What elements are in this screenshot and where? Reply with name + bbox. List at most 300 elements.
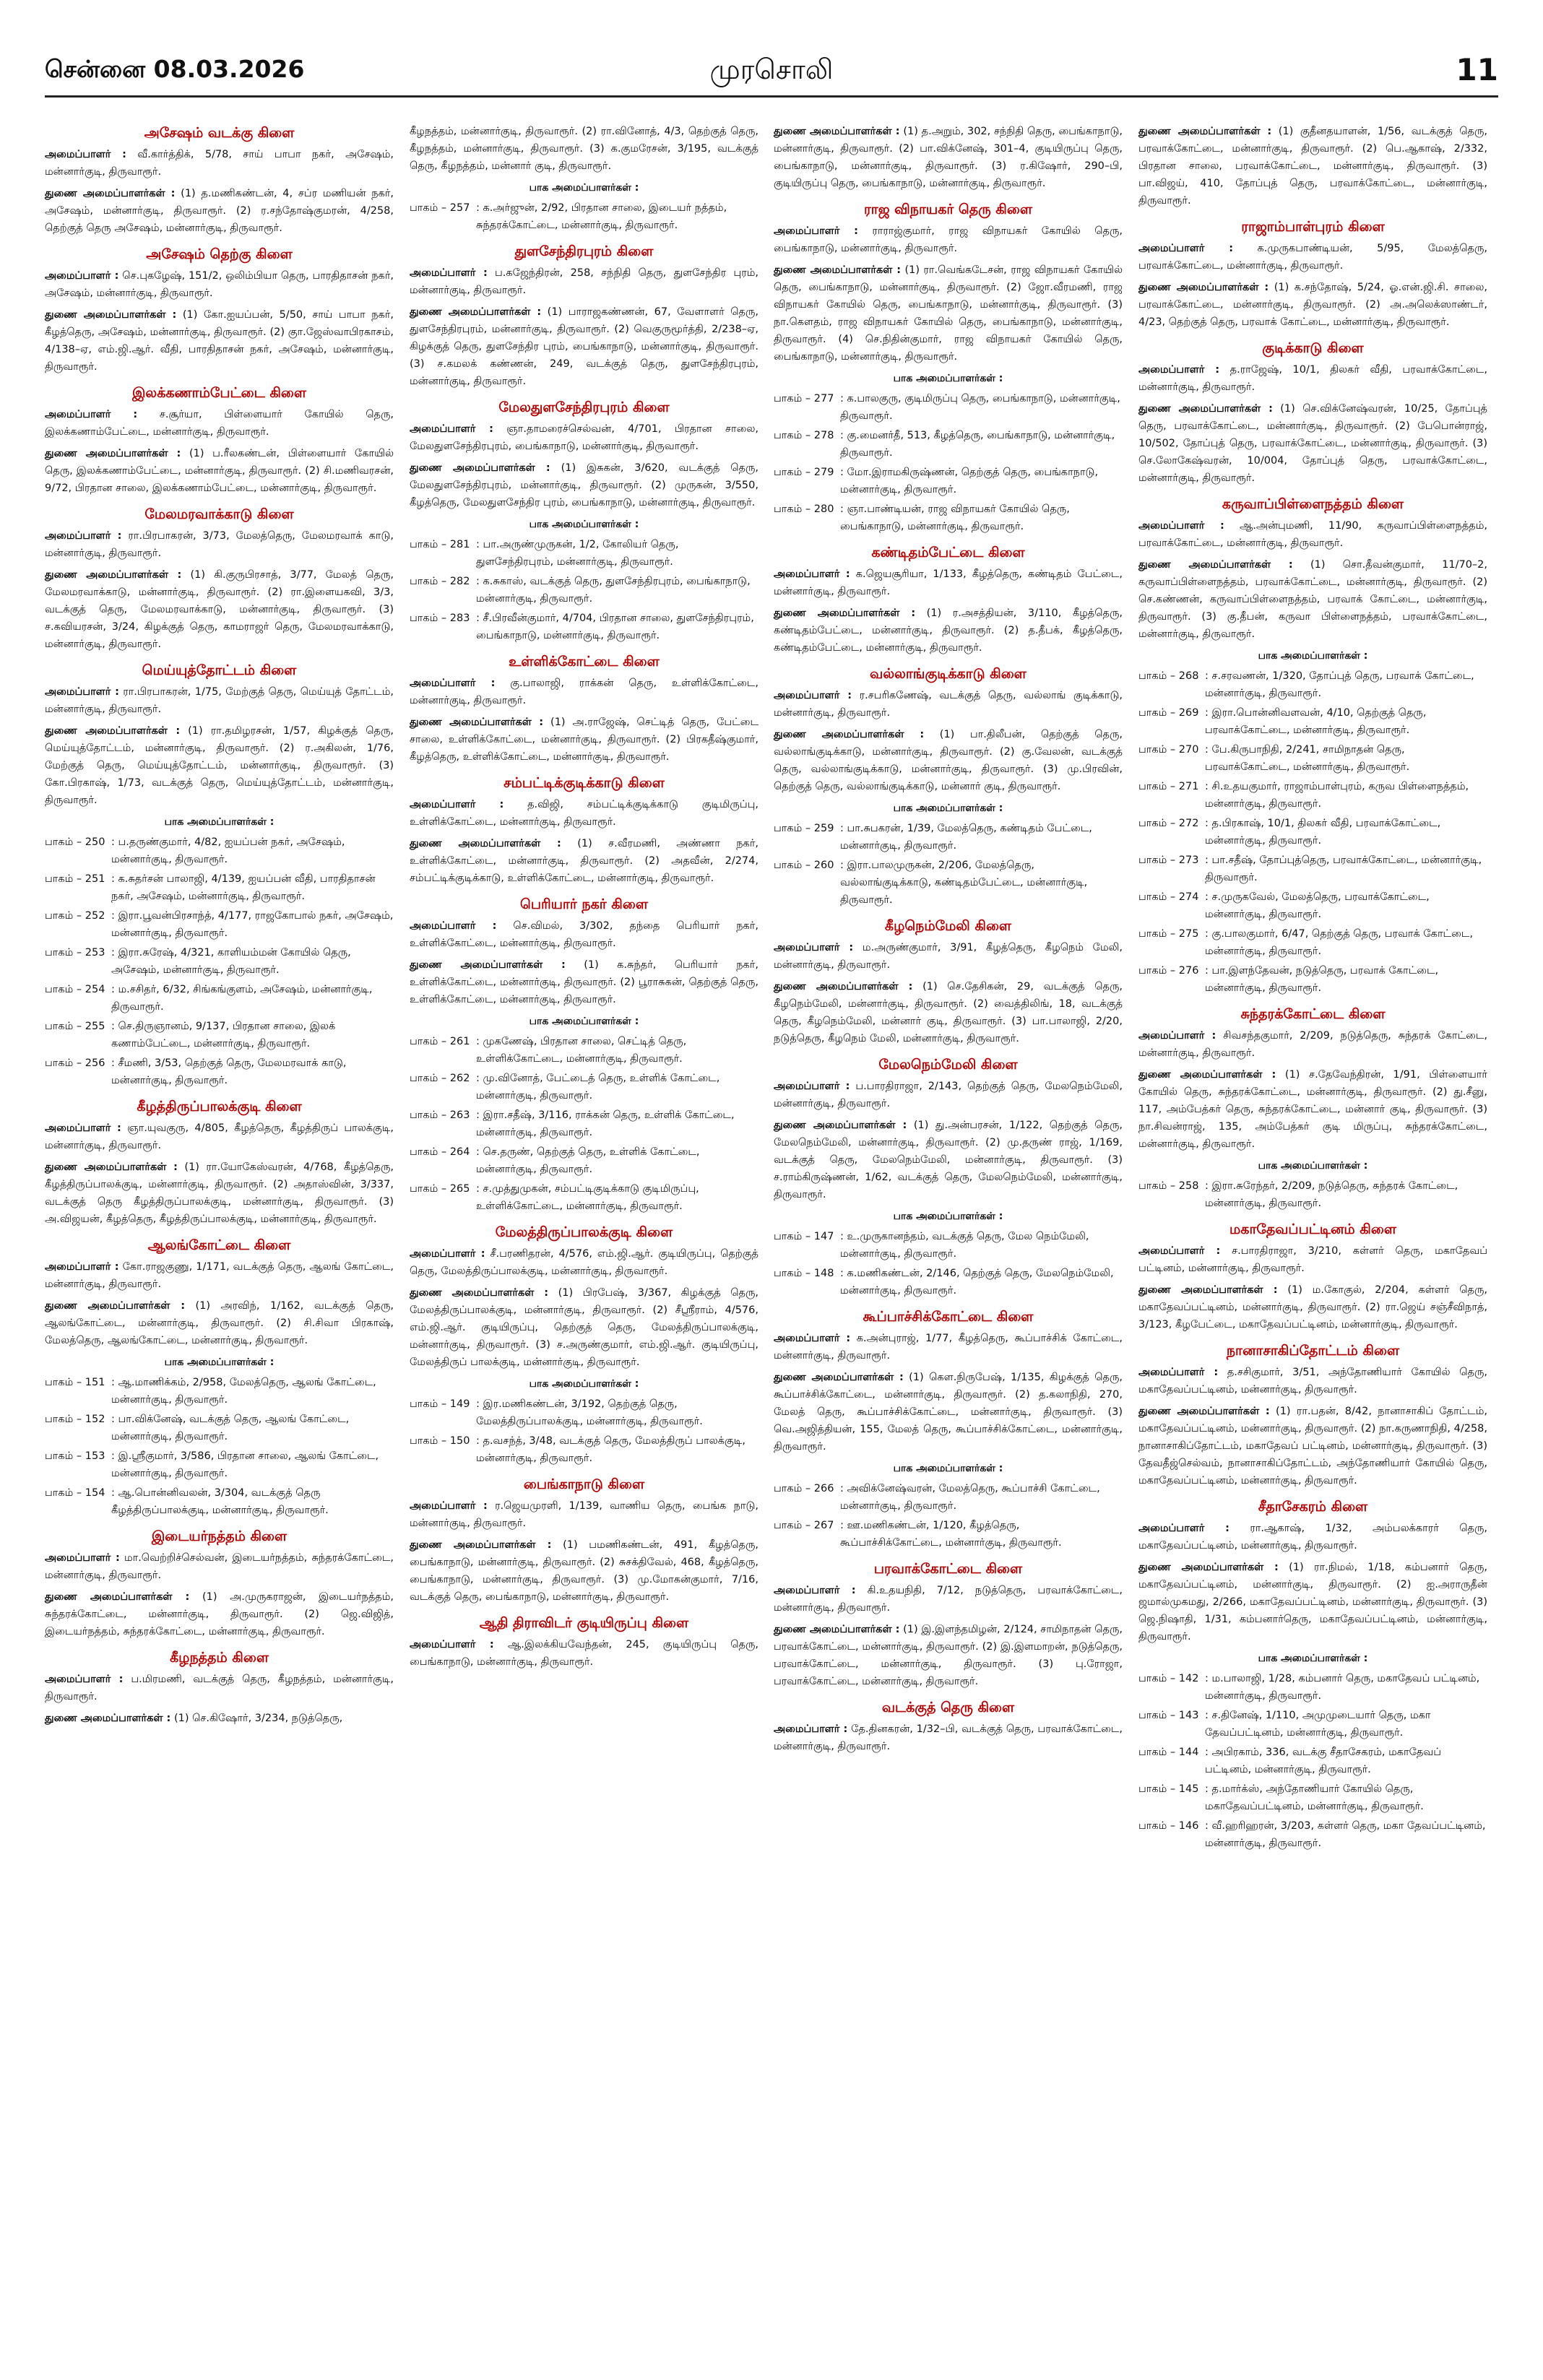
- part-row: [45, 1484, 394, 1519]
- part-number: பாகம் – 142: [1138, 1673, 1199, 1684]
- branch-section: [1138, 217, 1487, 331]
- deputy-label: துணை அமைப்பாளர்கள் :: [1138, 1406, 1270, 1417]
- branch-section: [410, 123, 758, 234]
- part-number: பாகம் – 250: [45, 836, 105, 848]
- deputy-organisers-entry: [1138, 279, 1487, 331]
- part-details: : ஆ.பொன்னிவலன், 3/304, வடக்குத் தெரு கீழத்திருப்பாலக்குடி, மன்னார்குடி, திருவாரூர்.: [111, 1487, 329, 1516]
- deputy-organisers-entry: [45, 566, 394, 653]
- part-row: [45, 1055, 394, 1089]
- part-number: பாகம் – 254: [45, 984, 105, 995]
- part-row: [774, 464, 1123, 498]
- organiser-details: கி.உதயநிதி, 7/12, நடுத்தெரு, பரவாக்கோட்டை, மன்னார்குடி, திருவாரூர்.: [774, 1585, 1123, 1614]
- part-row: [1138, 704, 1487, 739]
- part-number: பாகம் – 145: [1138, 1783, 1199, 1795]
- deputy-details: (1) ர.அசத்தியன், 3/110, கீழத்தெரு, கண்டிதம்பேட்டை, மன்னார்குடி, திருவாரூர். (2) த.தீபக், கீழத்தெரு, கண்டிதம்பேட்டை, மன்னார்குடி, திருவாரூர்.: [774, 607, 1123, 654]
- deputy-details: (1) ரா.பதன், 8/42, நானாசாகிப் தோட்டம், மகாதேவப்பட்டினம், மன்னார்குடி, திருவாரூர். (2) நா.கருணாநிதி, 4/258, நானாசாகிப்தோட்டம், மகாதேவப் பட்டினம், மன்னார்குடி, திருவாரூர். (3) தேவதீஜ்செல்வம், நானாசாகிப்தோட்டம், அந்தோணியார் கோயில் தெரு, மகாதேவப்பட்டினம், மன்னார்குடி, திருவாரூர்.: [1138, 1406, 1487, 1487]
- part-details: : பா.அருண்முருகன், 1/2, கோலியர் தெரு, துளசேந்திரபுரம், மன்னார்குடி, திருவாரூர்.: [476, 539, 679, 568]
- organiser-details: ச.பாரதிராஜா, 3/210, கள்ளர் தெரு, மகாதேவப் பட்டினம், மன்னார்குடி, திருவாரூர்.: [1138, 1245, 1487, 1274]
- part-row: [410, 573, 758, 607]
- part-number: பாகம் – 147: [774, 1231, 834, 1242]
- branch-section: [774, 199, 1123, 535]
- part-details: : செ.திருஞானம், 9/137, பிரதான சாலை, இலக் கணாம்பேட்டை, மன்னார்குடி, திருவாரூர்.: [111, 1021, 336, 1050]
- organiser-details: ர.ஜெயமுரளி, 1/139, வாணிய தெரு, பைங்க நாடு, மன்னார்குடி, திருவாரூர்.: [410, 1500, 758, 1529]
- deputy-label: துணை அமைப்பாளர்கள் :: [1138, 126, 1272, 137]
- deputy-organisers-entry: [774, 261, 1123, 365]
- part-details: : த.வசந்த், 3/48, வடக்குத் தெரு, மேலத்திருப் பாலக்குடி, மன்னார்குடி, திருவாரூர்.: [476, 1435, 745, 1464]
- branch-section: [1138, 1004, 1487, 1212]
- part-row: [774, 820, 1123, 854]
- part-row: [410, 1107, 758, 1141]
- deputy-details: (1) செ.தேசிகன், 29, வடக்குத் தெரு, கீழநெம்மேலி, மன்னார்குடி, திருவாரூர். (2) வைத்திலிங், 18, வடக்குத் தெரு, கீழநெம்மேலி, மன்னார் குடி, திருவாரூர். (3) பா.பாலாஜி, 2/20, நடுத்தெரு, கீழநெம் மேலி, மன்னார்குடி, திருவாரூர்.: [774, 981, 1123, 1044]
- part-details: : சீ.பிரவீன்குமார், 4/704, பிரதான சாலை, துளசேந்திரபுரம், பைங்காநாடு, மன்னார்குடி, திருவாரூர்.: [476, 613, 754, 641]
- part-organisers-label: பாக அமைப்பாளர்கள் :: [164, 1356, 275, 1368]
- deputy-details: (1) பமணிகண்டன், 491, கீழத்தெரு, பைங்காநாடு, மன்னார்குடி, திருவாரூர். (2) சுசக்திவேல், 468, கீழத்தெரு, பைங்காநாடு, மன்னார்குடி, திருவாரூர். (3) மு.மோகன்குமார், 7/16, வடக்குத் தெரு, பைங்காநாடு, மன்னார்குடி, திருவாரூர்.: [410, 1539, 758, 1603]
- part-row: [410, 199, 758, 234]
- masthead: [45, 52, 1498, 98]
- organiser-label: அமைப்பாளர் :: [45, 270, 119, 282]
- part-number: பாகம் – 282: [410, 576, 470, 587]
- organiser-details: ப.கஜேந்திரன், 258, சந்நிதி தெரு, துளசேந்திர புரம், மன்னார்குடி, திருவாரூர்.: [410, 267, 758, 296]
- part-details: : இரா.சுரேஷ், 4/321, காளியம்மன் கோயில் தெரு, அசேஷம், மன்னார்குடி, திருவாரூர்.: [111, 947, 351, 976]
- organiser-label: அமைப்பாளர் :: [410, 1248, 485, 1260]
- branch-section: [774, 123, 1123, 192]
- organiser-entry: [410, 264, 758, 299]
- organiser-entry: [1138, 517, 1487, 552]
- organiser-entry: [410, 1636, 758, 1671]
- deputy-details: (1) பாராஜகண்ணன், 67, வேளாளர் தெரு, துளசேந்திரபுரம், மன்னார்குடி, திருவாரூர். (2) வெகுருமூர்த்தி, 2/238–ஏ, கிழக்குத் தெரு, துளசேந்திர புரம், பைங்காநாடு, மன்னார்குடி, திருவாரூர். (3) ச.கமலக் கண்ணன், 249, வடக்குத் தெரு, துளசேந்திரபுரம், மன்னார்குடி, திருவாரூர்.: [410, 306, 758, 387]
- deputy-details: (1) ம.கோகுல், 2/204, கள்ளர் தெரு, மகாதேவப்பட்டினம், மன்னார்குடி, திருவாரூர். (2) ரா.ஜெய் சஞ்சீவிநாத், 3/123, கீழபேட்டை, மகாதேவப்பட்டினம், மன்னார்குடி, திருவாரூர்.: [1138, 1284, 1487, 1330]
- branch-section: [45, 1235, 394, 1519]
- organiser-label: அமைப்பாளர் :: [1138, 364, 1220, 376]
- deputy-label: துணை அமைப்பாளர்கள் :: [774, 264, 901, 276]
- organiser-label: அமைப்பாளர் :: [774, 225, 858, 237]
- deputy-organisers-entry: [410, 835, 758, 887]
- part-details: : அவிக்னேஷ்வரன், மேலத்தெரு, கூப்பாச்சி கோட்டை, மன்னார்குடி, திருவாரூர்.: [840, 1483, 1100, 1512]
- part-details: : ச.முத்துமுகன், சம்பட்டிகுடிக்காடு குடிமிருப்பு, உள்ளிக்கோட்டை, மன்னார்குடி, திருவாரூர்.: [476, 1183, 699, 1212]
- organiser-details: ரா.ஆகாஷ், 1/32, அம்பலக்காரர் தெரு, மகாதேவப்பட்டினம், மன்னார்குடி, திருவாரூர்.: [1138, 1523, 1487, 1552]
- part-row: [774, 1480, 1123, 1515]
- branch-title: மேலநெம்மேலி கிளை: [878, 1057, 1018, 1073]
- deputy-details: (1) ரா.யோகேஸ்வரன், 4/768, கீழத்தெரு, கீழத்திருப்பாலக்குடி, மன்னார்குடி, திருவாரூர். (2) அதாஸ்வின், 3/337, வடக்குத் தெரு கீழத்திருப்பாலக்குடி, மன்னார்குடி, திருவாரூர். (3) அ.விஜயன், கீழத்தெரு, கீழத்திருப்பாலக்குடி, மன்னார்குடி, திருவாரூர்.: [45, 1161, 394, 1225]
- deputy-label: துணை அமைப்பாளர்கள் :: [774, 607, 916, 619]
- part-number: பாகம் – 251: [45, 873, 105, 885]
- part-row: [774, 1228, 1123, 1263]
- part-row: [1138, 815, 1487, 849]
- part-details: : ச.முருகவேல், மேலத்தெரு, பரவாக்கோட்டை, மன்னார்குடி, திருவாரூர்.: [1205, 891, 1430, 920]
- branch-section: [45, 383, 394, 497]
- part-number: பாகம் – 262: [410, 1073, 470, 1084]
- part-details: : இரா.பாலமுருகன், 2/206, மேலத்தெரு, வல்லாங்குடிக்காடு, கண்டிதம்பேட்டை, மன்னார்குடி, திருவாரூர்.: [840, 860, 1088, 906]
- deputy-details: (1) ரா.நிமல், 1/18, கம்பனார் தெரு, மகாதேவப்பட்டினம், மன்னார்குடி, திருவாரூர். (2) ஐ.அராருதீன் ஜமால்முகமது, 2/266, மகாதேவப்பட்டினம், மன்னார்குடி, திருவாரூர். (3) ஜெ.நிஷாதி, 1/31, கம்பனார்தெரு, மகாதேவப்பட்டினம், மன்னார்குடி, திருவாரூர்.: [1138, 1562, 1488, 1643]
- part-row: [45, 907, 394, 942]
- branch-section: [410, 1222, 758, 1467]
- branch-title: உள்ளிக்கோட்டை கிளை: [509, 654, 660, 670]
- organiser-label: அமைப்பாளர் :: [774, 1723, 848, 1735]
- part-row: [410, 1432, 758, 1467]
- part-number: பாகம் – 146: [1138, 1820, 1199, 1832]
- deputy-organisers-entry: [774, 978, 1123, 1047]
- organiser-entry: [774, 1721, 1123, 1755]
- organiser-details: சீ.பரணிதரன், 4/576, எம்.ஜி.ஆர். குடியிருப்பு, தெற்குத் தெரு, மேலத்திருப்பாலக்குடி, மன்னார்குடி, திருவாரூர்.: [410, 1248, 758, 1277]
- part-number: பாகம் – 148: [774, 1268, 834, 1279]
- deputy-organisers-entry: [1138, 556, 1487, 643]
- deputy-label: துணை அமைப்பாளர்கள் :: [1138, 282, 1269, 293]
- branch-section: [1138, 1219, 1487, 1333]
- part-number: பாகம் – 144: [1138, 1747, 1199, 1758]
- part-details: : இரா.பொன்னிவளவன், 4/10, தெற்குத் தெரு, பரவாக்கோட்டை, மன்னார்குடி, திருவாரூர்.: [1205, 707, 1427, 736]
- branch-title: கண்டிதம்பேட்டை கிளை: [871, 545, 1025, 561]
- branch-section: [774, 1055, 1123, 1299]
- branch-section: [774, 916, 1123, 1047]
- deputy-details: (1) த.மணிகண்டன், 4, சப்ர மணியன் நகர், அசேஷம், மன்னார்குடி, திருவாரூர். (2) ர.சந்தோஷ்குமரன், 4/258, தெற்குத் தெரு அசேஷம், மன்னார்குடி, திருவாரூர்.: [45, 188, 394, 234]
- deputy-organisers-entry: [45, 1588, 394, 1640]
- organiser-label: அமைப்பாளர் :: [774, 1585, 856, 1596]
- continued-text-body: (1) த.அறும், 302, சந்நிதி தெரு, பைங்காநாடு, மன்னார்குடி, திருவாரூர். (2) பா.விக்னேஷ், 301–4, குடியிருப்பு தெரு, பைங்காநாடு, மன்னார்குடி, திருவாரூர். (3) ர.கிஷோர், 290–பி, குடியிருப்பு தெரு, பைங்காநாடு, மன்னார்குடி, திருவாரூர்.: [774, 126, 1123, 189]
- branch-title: குடிக்காடு கிளை: [1262, 340, 1364, 356]
- organiser-label: அமைப்பாளர் :: [410, 1639, 494, 1650]
- organiser-entry: [774, 566, 1123, 600]
- deputy-label: துணை அமைப்பாளர்கள் :: [774, 1120, 907, 1131]
- part-row: [1138, 1817, 1487, 1852]
- deputy-details: (1) கௌ.நிருபேஷ், 1/135, கிழக்குத் தெரு, கூப்பாச்சிக்கோட்டை, மன்னார்குடி, திருவாரூர். (2) த.கலாநிதி, 270, மேலத் தெரு, கூப்பாச்சிக்கோட்டை, மன்னார்குடி, திருவாரூர். (3) வெ.அஜித்தியன், 155, மேலத் தெரு, கூப்பாச்சிக்கோட்டை, மன்னார்குடி, திருவாரூர்.: [774, 1372, 1123, 1453]
- part-number: பாகம் – 269: [1138, 707, 1199, 719]
- part-number: பாகம் – 279: [774, 467, 834, 478]
- organiser-entry: [1138, 1027, 1487, 1062]
- part-number: பாகம் – 149: [410, 1398, 470, 1410]
- branch-section: [410, 1613, 758, 1671]
- deputy-label: துணை அமைப்பாளர்கள் :: [774, 981, 913, 992]
- organiser-details: க.அன்புராஜ், 1/77, கீழத்தெரு, கூப்பாச்சிக் கோட்டை, மன்னார்குடி, திருவாரூர்.: [774, 1333, 1123, 1362]
- organiser-entry: [774, 1078, 1123, 1112]
- part-row: [1138, 888, 1487, 923]
- deputy-label: துணை அமைப்பாளர்கள் :: [774, 1372, 904, 1383]
- organiser-details: ராராஜ்குமார், ராஜ விநாயகர் கோயில் தெரு, பைங்காநாடு, மன்னார்குடி, திருவாரூர்.: [774, 225, 1123, 254]
- organiser-details: ஞா.யுவகுரு, 4/805, கீழத்தெரு, கீழத்திருப் பாலக்குடி, மன்னார்குடி, திருவாரூர்.: [45, 1122, 394, 1151]
- organiser-details: ப.மிரமணி, வடக்குத் தெரு, கீழநத்தம், மன்னார்குடி, திருவாரூர்.: [45, 1674, 394, 1702]
- deputy-label: துணை அமைப்பாளர்கள் :: [1138, 1284, 1278, 1296]
- continued-text: [774, 123, 1123, 192]
- organiser-details: வீ.கார்த்திக், 5/78, சாய் பாபா நகர், அசேஷம், மன்னார்குடி, திருவாரூர்.: [45, 149, 394, 178]
- organiser-entry: [410, 1245, 758, 1280]
- deputy-label: துணை அமைப்பாளர்கள் :: [45, 309, 177, 321]
- organiser-entry: [774, 222, 1123, 257]
- branch-section: [45, 660, 394, 1089]
- organiser-label: அமைப்பாளர் :: [410, 267, 488, 279]
- part-number: பாகம் – 280: [774, 503, 834, 515]
- deputy-details: (1) ப.ரீலகண்டன், பிள்ளையார் கோயில் தெரு, இலக்கணாம்பேட்டை, மன்னார்குடி, திருவாரூர். (2) சி.மணிவரசன், 9/72, பிரதான சாலை, இலக்கணாம்பேட்டை, மன்னார்குடி, திருவாரூர்.: [45, 448, 394, 494]
- deputy-details: (1) கி.குருபிரசாத், 3/77, மேலத் தெரு, மேலமரவாக்காடு, மன்னார்குடி, திருவாரூர். (2) ரா.இளையகவி, 3/3, வடக்குத் தெரு, மேலமரவாக்காடு, மன்னார்குடி, திருவாரூர். (3) ச.கவியரசன், 3/24, கிழக்குத் தெரு, காமராஜர் தெரு, மேலமரவாக்காடு, மன்னார்குடி, திருவாரூர்.: [45, 569, 394, 650]
- branch-title: மேலத்திருப்பாலக்குடி கிளை: [495, 1224, 673, 1240]
- deputy-organisers-entry: [45, 185, 394, 237]
- deputy-label: துணை அமைப்பாளர்கள் :: [410, 717, 544, 728]
- organiser-details: க.ஜெயசூரியா, 1/133, கீழத்தெரு, கண்டிதம் பேட்டை, மன்னார்குடி, திருவாரூர்.: [774, 568, 1123, 597]
- issue-date: சென்னை 08.03.2026: [45, 55, 305, 83]
- deputy-label: துணை அமைப்பாளர்கள் :: [1138, 1562, 1279, 1573]
- organiser-label: அமைப்பாளர் :: [774, 568, 850, 580]
- organiser-details: த.விஜி, சம்பட்டிக்குடிக்காடு குடிமிருப்பு, உள்ளிக்கோட்டை, மன்னார்குடி, திருவாரூர்.: [410, 799, 759, 828]
- organiser-label: அமைப்பாளர் :: [774, 1081, 850, 1092]
- part-row: [1138, 741, 1487, 776]
- organiser-details: செ.புகழேஷ், 151/2, ஒலிம்பியா தெரு, பாரதிதாசன் நகர், அசேஷம், மன்னார்குடி, திருவாரூர்.: [45, 270, 394, 299]
- part-row: [410, 1033, 758, 1068]
- organiser-details: ஞா.தாமரைச்செல்வன், 4/701, பிரதான சாலை, மேலதுளசேந்திரபுரம், பைங்காநாடு, மன்னார்குடி, திருவாரூர்.: [410, 423, 758, 452]
- branch-title: நானாசாகிப்தோட்டம் கிளை: [1226, 1343, 1400, 1359]
- part-number: பாகம் – 265: [410, 1183, 470, 1195]
- part-row: [45, 834, 394, 868]
- part-number: பாகம் – 154: [45, 1487, 105, 1499]
- deputy-organisers-entry: [774, 605, 1123, 657]
- part-details: : ச.சரவணன், 1/320, தோப்புத் தெரு, பரவாக் கோட்டை, மன்னார்குடி, திருவாரூர்.: [1205, 670, 1474, 699]
- branch-title: இடையர்நத்தம் கிளை: [151, 1528, 288, 1544]
- organiser-entry: [45, 1258, 394, 1293]
- part-row: [774, 427, 1123, 462]
- part-row: [774, 390, 1123, 425]
- part-row: [45, 1374, 394, 1408]
- branch-section: [410, 894, 758, 1215]
- part-organisers-label: பாக அமைப்பாளர்கள் :: [893, 373, 1003, 384]
- part-details: : இரா.சதீஷ், 3/116, ராக்கன் தெரு, உள்ளிக் கோட்டை, மன்னார்குடி, திருவாரூர்.: [476, 1109, 735, 1138]
- part-organisers-label: பாக அமைப்பாளர்கள் :: [529, 1016, 639, 1027]
- part-details: : ஊ.மணிகண்டன், 1/120, கீழத்தெரு, கூப்பாச்சிக்கோட்டை, மன்னார்குடி, திருவாரூர்.: [840, 1520, 1062, 1549]
- part-number: பாகம் – 261: [410, 1036, 470, 1047]
- organiser-label: அமைப்பாளர் :: [410, 920, 497, 932]
- deputy-organisers-entry: [1138, 1066, 1487, 1153]
- part-row: [410, 610, 758, 644]
- branch-title: வல்லாங்குடிக்காடு கிளை: [870, 666, 1026, 682]
- branch-title: சம்பட்டிக்குடிக்காடு கிளை: [503, 775, 665, 791]
- part-row: [774, 857, 1123, 909]
- organiser-label: அமைப்பாளர் :: [45, 1552, 120, 1564]
- branch-title: கருவாப்பிள்ளைநத்தம் கிளை: [1222, 496, 1404, 512]
- organiser-entry: [410, 796, 758, 831]
- organiser-details: மா.வெற்றிச்செல்வன், இடையர்நத்தம், சுந்தரக்கோட்டை, மன்னார்குடி, திருவாரூர்.: [45, 1552, 394, 1581]
- part-organisers-label: பாக அமைப்பாளர்கள் :: [1258, 1653, 1368, 1664]
- organiser-entry: [774, 939, 1123, 974]
- continued-text: [410, 123, 758, 175]
- deputy-label: துணை அமைப்பாளர்கள் :: [410, 1539, 552, 1551]
- deputy-label: துணை அமைப்பாளர்கள் :: [45, 188, 176, 199]
- branch-section: [774, 664, 1123, 909]
- deputy-organisers-entry: [45, 1710, 394, 1727]
- organiser-entry: [774, 1582, 1123, 1617]
- part-row: [1138, 925, 1487, 960]
- part-number: பாகம் – 268: [1138, 670, 1199, 682]
- part-organisers-label: பாக அமைப்பாளர்கள் :: [1258, 1160, 1368, 1172]
- part-row: [774, 1517, 1123, 1552]
- deputy-label: துணை அமைப்பாளர்கள் :: [774, 1624, 900, 1635]
- part-row: [45, 981, 394, 1016]
- deputy-details: (1) அ.முருகராஜன், இடையர்நத்தம், சுந்தரக்கோட்டை, மன்னார்குடி, திருவாரூர். (2) ஜெ.விஜித், இடையர்நத்தம், சுந்தரக்கோட்டை, மன்னார்குடி, திருவாரூர்.: [45, 1591, 394, 1637]
- branch-section: [774, 1307, 1123, 1552]
- organiser-details: ஆ.அன்புமணி, 11/90, கருவாப்பிள்ளைநத்தம், பரவாக்கோட்டை, மன்னார்குடி, திருவாரூர்.: [1138, 520, 1487, 549]
- deputy-organisers-entry: [410, 1536, 758, 1606]
- part-number: பாகம் – 263: [410, 1109, 470, 1121]
- part-number: பாகம் – 271: [1138, 781, 1199, 792]
- part-row: [45, 944, 394, 979]
- deputy-label: துணை அமைப்பாளர்கள் :: [1138, 1069, 1276, 1081]
- deputy-organisers-entry: [410, 956, 758, 1008]
- organiser-details: ம.அருண்குமார், 3/91, கீழத்தெரு, கீழநெம் மேலி, மன்னார்குடி, திருவாரூர்.: [774, 942, 1123, 971]
- deputy-details: (1) க.சுந்தர், பெரியார் நகர், உள்ளிக்கோட்டை, மன்னார்குடி, திருவாரூர். (2) பூராசுகன், தெற்குத் தெரு, உள்ளிக்கோட்டை, மன்னார்குடி, திருவாரூர்.: [410, 959, 758, 1005]
- part-number: பாகம் – 253: [45, 947, 105, 959]
- part-details: : ம.சசிதர், 6/32, சிங்கங்குளம், அசேஷம், மன்னார்குடி, திருவாரூர்.: [111, 984, 373, 1013]
- branch-section: [1138, 494, 1487, 997]
- part-details: : ஆ.மாணிக்கம், 2/958, மேலத்தெரு, ஆலங் கோட்டை, மன்னார்குடி, திருவாரூர்.: [111, 1377, 376, 1406]
- branch-title: பெரியார் நகர் கிளை: [520, 896, 648, 912]
- part-details: : க.சுகாஸ், வடக்குத் தெரு, துளசேந்திரபுரம், பைங்காநாடு, மன்னார்குடி, திருவாரூர்.: [476, 576, 751, 605]
- organiser-details: ர.சபரிகணேஷ், வடக்குத் தெரு, வல்லாங் குடிக்காடு, மன்னார்குடி, திருவாரூர்.: [774, 690, 1123, 719]
- part-number: பாகம் – 281: [410, 539, 470, 550]
- deputy-organisers-entry: [410, 714, 758, 766]
- organiser-details: ஆ.இலக்கியவேந்தன், 245, குடியிருப்பு தெரு, பைங்காநாடு, மன்னார்குடி, திருவாரூர்.: [410, 1639, 758, 1668]
- part-organisers-label: பாக அமைப்பாளர்கள் :: [893, 1211, 1003, 1222]
- part-row: [774, 501, 1123, 535]
- part-organisers-label: பாக அமைப்பாளர்கள் :: [529, 1378, 639, 1390]
- part-number: பாகம் – 151: [45, 1377, 105, 1388]
- part-number: பாகம் – 264: [410, 1146, 470, 1158]
- part-details: : ச.தினேஷ், 1/110, அமுமுடையார் தெரு, மகா தேவப்பட்டினம், மன்னார்குடி, திருவாரூர்.: [1205, 1710, 1431, 1739]
- branch-section: [45, 1096, 394, 1228]
- deputy-label: துணை அமைப்பாளர்கள் :: [45, 1300, 186, 1312]
- deputy-organisers-entry: [774, 1117, 1123, 1203]
- branch-title: மேலமரவாக்காடு கிளை: [144, 506, 294, 522]
- part-details: : கு.பாலகுமார், 6/47, தெற்குத் தெரு, பரவாக் கோட்டை, மன்னார்குடி, திருவாரூர்.: [1205, 928, 1473, 957]
- organiser-entry: [45, 683, 394, 718]
- column-3: [774, 123, 1123, 1762]
- deputy-label: துணை அமைப்பாளர்கள் :: [410, 306, 542, 318]
- organiser-entry: [774, 687, 1123, 722]
- deputy-details: (1) ச.வீரமணி, அண்ணா நகர், உள்ளிக்கோட்டை, மன்னார்குடி, திருவாரூர். (2) அதவீன், 2/274, சம்பட்டிக்குடிக்காடு, உள்ளிக்கோட்டை, மன்னார்குடி, திருவாரூர்.: [410, 838, 758, 884]
- branch-section: [410, 773, 758, 887]
- organiser-label: அமைப்பாளர் :: [774, 690, 852, 701]
- branch-title: அசேஷம் வடக்கு கிளை: [144, 125, 295, 141]
- deputy-details: (1) அ.ராஜேஷ், செட்டித் தெரு, பேட்டை சாலை, உள்ளிக்கோட்டை, மன்னார்குடி, திருவாரூர். (2) பிரகதீஷ்குமார், கீழத்தெரு, உள்ளிக்கோட்டை, மன்னார்குடி, திருவாரூர்.: [410, 717, 759, 763]
- organiser-details: கோ.ராஜகுணு, 1/171, வடக்குத் தெரு, ஆலங் கோட்டை, மன்னார்குடி, திருவாரூர்.: [45, 1261, 394, 1290]
- deputy-details: (1) இசுகன், 3/620, வடக்குத் தெரு, மேலதுளசேந்திரபுரம், மன்னார்குடி, திருவாரூர். (2) முருகன், 3/550, கீழத்தெரு, மேலதுளசேந்திர புரம், பைங்காநாடு, மன்னார்குடி, திருவாரூர்.: [410, 462, 758, 509]
- branch-title: துளசேந்திரபுரம் கிளை: [514, 243, 654, 259]
- deputy-details: (1) அரவிந், 1/162, வடக்குத் தெரு, ஆலங்கோட்டை, மன்னார்குடி, திருவாரூர். (2) சி.சிவா பிரகாஷ், மேலத்தெரு, ஆலங்கோட்டை, மன்னார்குடி, திருவாரூர்.: [45, 1300, 394, 1346]
- branch-title: ஆதி திராவிடர் குடியிருப்பு கிளை: [479, 1615, 689, 1631]
- branch-section: [410, 652, 758, 766]
- organiser-entry: [1138, 240, 1487, 274]
- branch-title: கீழநத்தம் கிளை: [170, 1650, 269, 1666]
- branch-title: மெய்யுத்தோட்டம் கிளை: [142, 662, 297, 678]
- part-number: பாகம் – 150: [410, 1435, 470, 1447]
- branch-section: [45, 1648, 394, 1727]
- part-row: [45, 1411, 394, 1445]
- part-organisers-label: பாக அமைப்பாளர்கள் :: [529, 182, 639, 194]
- deputy-details: (1) ரா.வெங்கடேசன், ராஜ விநாயகர் கோயில் தெரு, பைங்காநாடு, மன்னார்குடி, திருவாரூர். (2) ஜோ.வீரமணி, ராஜ விநாயகர் கோயில் தெரு, பைங்காநாடு, மன்னார்குடி, திருவாரூர். (3) நா.கௌதம், ராஜ விநாயகர் கோயில் தெரு, பைங்காநாடு, மன்னார்குடி, திருவாரூர். (4) செ.நிதின்குமார், ராஜ விநாயகர் கோயில் தெரு, பைங்காநாடு, மன்னார்குடி, திருவாரூர்.: [774, 264, 1123, 363]
- deputy-label: துணை அமைப்பாளர்கள் :: [45, 1161, 178, 1173]
- deputy-label: துணை அமைப்பாளர்கள் :: [410, 1287, 549, 1299]
- branch-title: ராஜ விநாயகர் தெரு கிளை: [863, 202, 1032, 217]
- part-organisers-label: பாக அமைப்பாளர்கள் :: [893, 802, 1003, 814]
- part-number: பாகம் – 258: [1138, 1180, 1199, 1192]
- part-row: [1138, 852, 1487, 886]
- branch-section: [774, 1697, 1123, 1755]
- organiser-entry: [45, 406, 394, 441]
- organiser-entry: [45, 1549, 394, 1584]
- column-1: [45, 123, 394, 1734]
- organiser-details: ச.சூர்யா, பிள்ளையார் கோயில் தெரு, இலக்கணாம்பேட்டை, மன்னார்குடி, திருவாரூர்.: [45, 409, 394, 438]
- column-4: [1138, 123, 1487, 1859]
- organiser-label: அமைப்பாளர் :: [1138, 1367, 1219, 1378]
- part-details: : இரா.பூவன்பிரசாந்த், 4/177, ராஜகோபால் நகர், அசேஷம், மன்னார்குடி, திருவாரூர்.: [111, 910, 394, 939]
- organiser-label: அமைப்பாளர் :: [45, 409, 138, 420]
- part-details: : இரா.சுரேந்தர், 2/209, நடுத்தெரு, சுந்தரக் கோட்டை, மன்னார்குடி, திருவாரூர்.: [1205, 1180, 1458, 1209]
- part-details: : பே.கிருபாநிதி, 2/241, சாமிநாதன் தெரு, பரவாக்கோட்டை, மன்னார்குடி, திருவாரூர்.: [1205, 744, 1410, 773]
- part-number: பாகம் – 266: [774, 1483, 834, 1494]
- part-details: : கு.மைனர்தீ, 513, கீழத்தெரு, பைங்காநாடு, மன்னார்குடி, திருவாரூர்.: [840, 430, 1115, 459]
- branch-title: சீதாசேகரம் கிளை: [1258, 1499, 1368, 1515]
- deputy-organisers-entry: [410, 1284, 758, 1371]
- part-details: : க.பாலகுரு, குடிமிருப்பு தெரு, பைங்காநாடு, மன்னார்குடி, திருவாரூர்.: [840, 393, 1120, 422]
- part-number: பாகம் – 275: [1138, 928, 1199, 940]
- deputy-details: (1) செ.விக்னேஷ்வரன், 10/25, தோப்புத் தெரு, பரவாக்கோட்டை, மன்னார்குடி, திருவாரூர். (2) பேபொன்ராஜ், 10/502, தோப்புத் தெரு, பரவாக்கோட்டை, மன்னார்குடி, திருவாரூர். (3) செ.லோகேஷ்வரன், 10/004, தோப்புத் தெரு, பரவாக்கோட்டை, மன்னார்குடி, திருவாரூர்.: [1138, 403, 1488, 484]
- part-details: : மு.வினோத், பேட்டைத் தெரு, உள்ளிக் கோட்டை, மன்னார்குடி, திருவாரூர்.: [476, 1073, 720, 1102]
- organiser-label: அமைப்பாளர் :: [1138, 1245, 1221, 1257]
- part-details: : செ.தருண், தெற்குத் தெரு, உள்ளிக் கோட்டை, மன்னார்குடி, திருவாரூர்.: [476, 1146, 700, 1175]
- part-number: பாகம் – 259: [774, 823, 834, 834]
- part-row: [45, 1448, 394, 1482]
- deputy-details: (1) ரா.தமிழரசன், 1/57, கிழக்குத் தெரு, மெய்யுத்தோட்டம், மன்னார்குடி, திருவாரூர். (2) ர.அகிலன், 1/76, மேற்குத் தெரு, மெய்யுத்தோட்டம், மன்னார்குடி, திருவாரூர். (3) கோ.பிரகாஷ், 1/73, வடக்குத் தெரு, மெய்யுத்தோட்டம், மன்னார்குடி, திருவாரூர்.: [45, 725, 394, 806]
- organiser-label: அமைப்பாளர் :: [1138, 1523, 1229, 1534]
- part-number: பாகம் – 257: [410, 202, 470, 214]
- organiser-label: அமைப்பாளர் :: [1138, 243, 1234, 254]
- organiser-details: செ.விமல், 3/302, தந்தை பெரியார் நகர், உள்ளிக்கோட்டை, மன்னார்குடி, திருவாரூர்.: [410, 920, 758, 949]
- part-row: [1138, 962, 1487, 997]
- deputy-organisers-entry: [1138, 1281, 1487, 1333]
- part-number: பாகம் – 283: [410, 613, 470, 624]
- organiser-details: சிவசந்தகுமார், 2/209, நடுத்தெரு, சுந்தரக் கோட்டை, மன்னார்குடி, திருவாரூர்.: [1138, 1030, 1488, 1059]
- branch-title: சுந்தரக்கோட்டை கிளை: [1240, 1006, 1386, 1022]
- part-row: [1138, 1780, 1487, 1815]
- part-row: [1138, 778, 1487, 813]
- organiser-label: அமைப்பாளர் :: [1138, 520, 1224, 532]
- part-number: பாகம் – 256: [45, 1057, 105, 1069]
- part-number: பாகம் – 152: [45, 1414, 105, 1425]
- branch-title: இலக்கணாம்பேட்டை கிளை: [131, 385, 307, 401]
- part-number: பாகம் – 278: [774, 430, 834, 441]
- branch-title: மகாதேவப்பட்டினம் கிளை: [1229, 1221, 1396, 1237]
- part-details: : உ.முருகானந்தம், வடக்குத் தெரு, மேல நெம்மேலி, மன்னார்குடி, திருவாரூர்.: [840, 1231, 1089, 1260]
- organiser-label: அமைப்பாளர் :: [45, 1261, 119, 1273]
- branch-section: [410, 397, 758, 644]
- branch-title: அசேஷம் தெற்கு கிளை: [146, 246, 293, 262]
- part-number: பாகம் – 276: [1138, 965, 1199, 977]
- deputy-label: துணை அமைப்பாளர்கள் :: [45, 725, 181, 737]
- part-details: : பா.இளந்தேவன், நடுத்தெரு, பரவாக் கோட்டை, மன்னார்குடி, திருவாரூர்.: [1205, 965, 1439, 994]
- organiser-entry: [1138, 1242, 1487, 1277]
- part-number: பாகம் – 273: [1138, 854, 1199, 866]
- continued-text-body: (1) குதீனதயாளன், 1/56, வடக்குத் தெரு, பரவாக்கோட்டை, மன்னார்குடி, திருவாரூர். (2) பெ.ஆகாஷ், 2/332, பிரதான சாலை, பரவாக்கோட்டை, மன்னார்குடி, திருவாரூர். (3) பா.விஜய், 410, தோப்புத் தெரு, பரவாக்கோட்டை, மன்னார்குடி, திருவாரூர்.: [1138, 126, 1487, 207]
- organiser-label: அமைப்பாளர் :: [45, 1122, 121, 1134]
- branch-title: பைங்காநாடு கிளை: [523, 1476, 645, 1492]
- deputy-organisers-entry: [410, 459, 758, 511]
- deputy-organisers-entry: [410, 303, 758, 390]
- branch-section: [774, 542, 1123, 657]
- organiser-label: அமைப்பாளர் :: [410, 1500, 488, 1512]
- organiser-entry: [45, 1120, 394, 1154]
- part-number: பாகம் – 270: [1138, 744, 1199, 756]
- deputy-label: துணை அமைப்பாளர்கள் :: [410, 838, 561, 849]
- organiser-label: அமைப்பாளர் :: [45, 149, 126, 160]
- organiser-entry: [45, 146, 394, 181]
- deputy-label: துணை அமைப்பாளர்கள் :: [774, 126, 900, 137]
- deputy-organisers-entry: [45, 445, 394, 497]
- organiser-entry: [410, 1497, 758, 1532]
- deputy-label: துணை அமைப்பாளர்கள் :: [45, 1591, 190, 1603]
